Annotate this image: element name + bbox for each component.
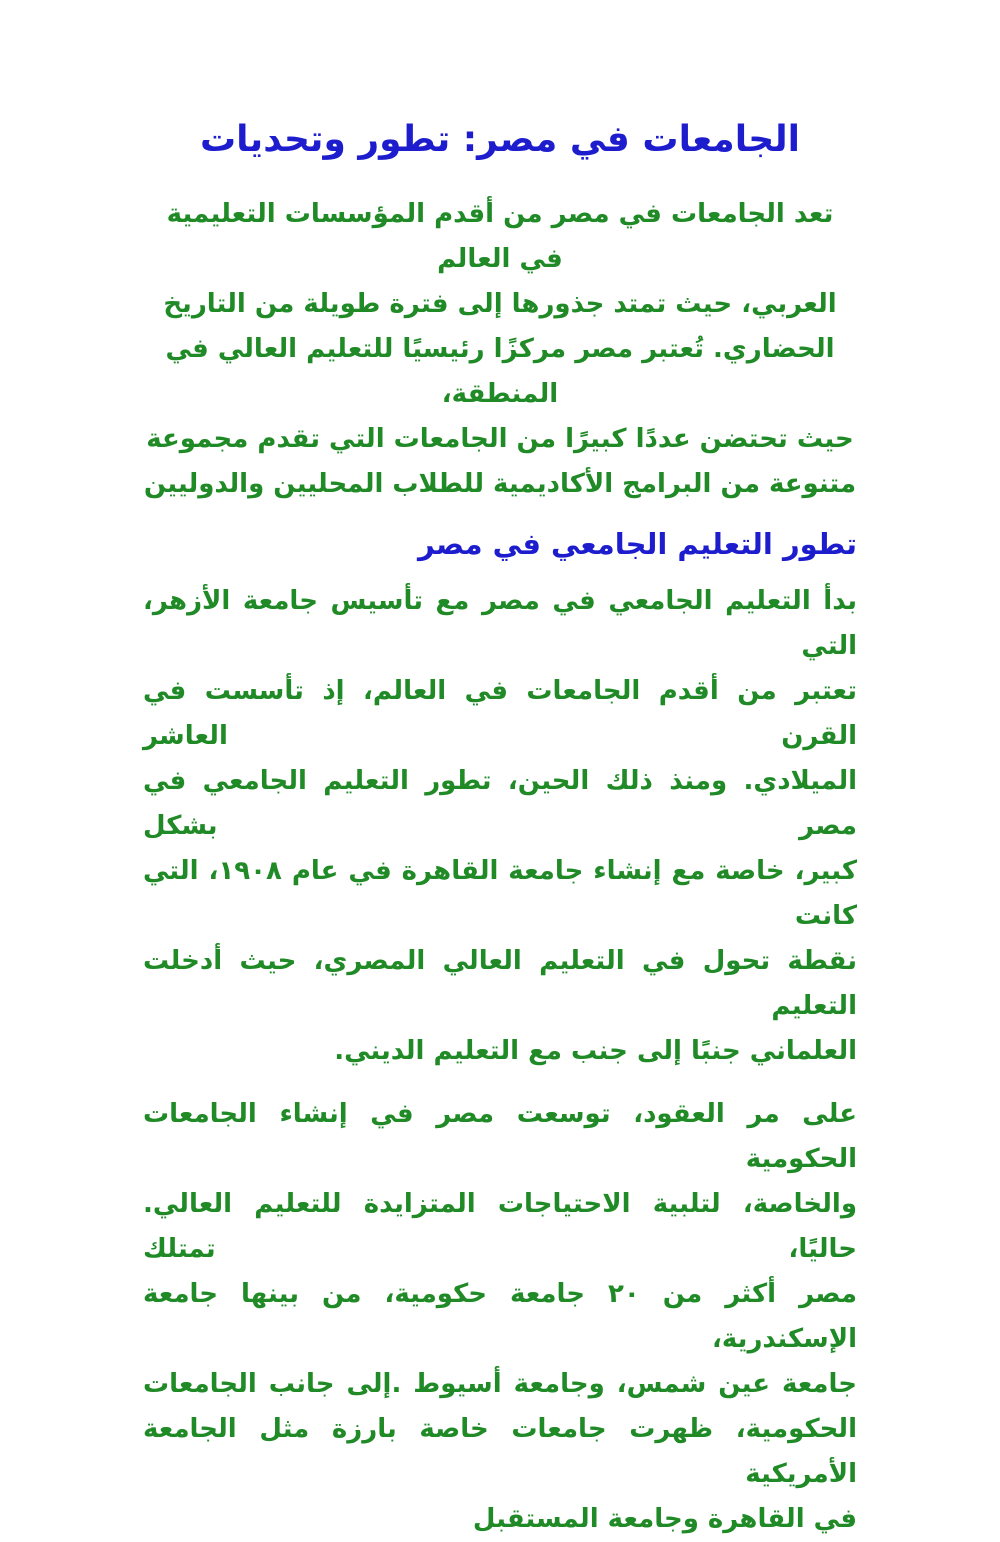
expansion-paragraph bbox=[143, 1092, 857, 1542]
section-heading: تطور التعليم الجامعي في مصر bbox=[417, 527, 857, 561]
text-line: كبير، خاصة مع إنشاء جامعة القاهرة في عام ١٩٠٨، التي كانت bbox=[143, 856, 857, 931]
text-line: على مر العقود، توسعت مصر في إنشاء الجامعات الحكومية bbox=[143, 1099, 857, 1174]
text-line: متنوعة من البرامج الأكاديمية للطلاب المحليين والدوليين bbox=[143, 469, 857, 499]
text-line: تعد الجامعات في مصر من أقدم المؤسسات التعليمية في العالم bbox=[166, 199, 834, 274]
text-line: الميلادي. ومنذ ذلك الحين، تطور التعليم الجامعي في مصر بشكل bbox=[143, 766, 857, 841]
text-line: في القاهرة وجامعة المستقبل bbox=[472, 1504, 857, 1534]
intro-paragraph bbox=[143, 192, 857, 507]
text-line: مصر أكثر من ٢٠ جامعة حكومية، من بينها جامعة الإسكندرية، bbox=[143, 1279, 857, 1354]
text-line: نقطة تحول في التعليم العالي المصري، حيث أدخلت التعليم bbox=[143, 946, 857, 1021]
history-paragraph bbox=[143, 579, 857, 1074]
text-line: والخاصة، لتلبية الاحتياجات المتزايدة للتعليم العالي. حاليًا، تمتلك bbox=[143, 1189, 857, 1264]
text-line: العربي، حيث تمتد جذورها إلى فترة طويلة من التاريخ bbox=[163, 289, 837, 319]
document-title: الجامعات في مصر: تطور وتحديات bbox=[199, 119, 801, 160]
text-line: تعتبر من أقدم الجامعات في العالم، إذ تأسست في القرن العاشر bbox=[143, 676, 857, 751]
text-line: جامعة عين شمس، وجامعة أسيوط .إلى جانب الجامعات bbox=[143, 1369, 857, 1399]
text-line: الحضاري. تُعتبر مصر مركزًا رئيسيًا للتعليم العالي في المنطقة، bbox=[165, 334, 835, 409]
text-line: حيث تحتضن عددًا كبيرًا من الجامعات التي تقدم مجموعة bbox=[146, 424, 854, 454]
text-line: العلماني جنبًا إلى جنب مع التعليم الديني. bbox=[334, 1036, 857, 1066]
text-line: الحكومية، ظهرت جامعات خاصة بارزة مثل الجامعة الأمريكية bbox=[143, 1414, 857, 1489]
text-line: بدأ التعليم الجامعي في مصر مع تأسيس جامعة الأزهر، التي bbox=[143, 586, 857, 661]
